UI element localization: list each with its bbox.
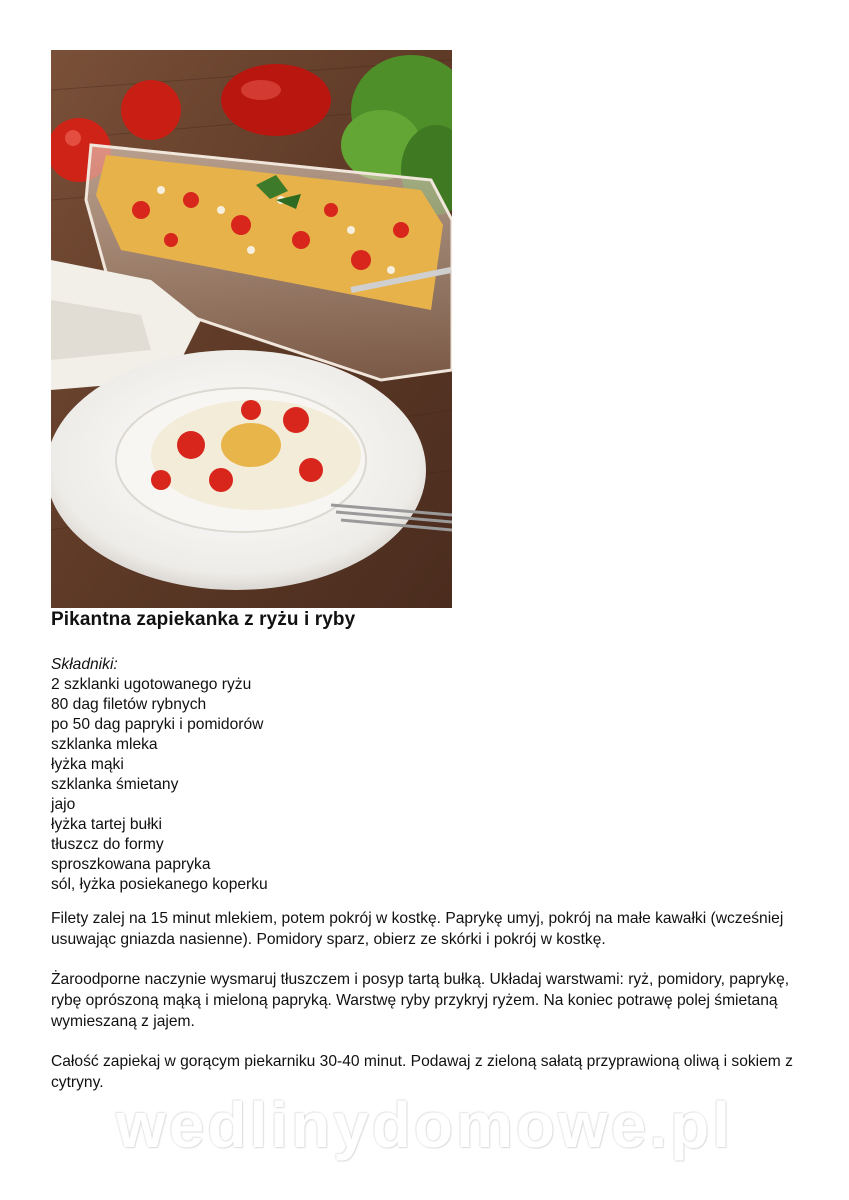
ingredient-item: sól, łyżka posiekanego koperku <box>51 876 268 893</box>
ingredient-item: szklanka mleka <box>51 736 158 753</box>
step-paragraph: Całość zapiekaj w gorącym piekarniku 30-40 minut. Podawaj z zieloną sałatą przyprawioną oliwą i sokiem z cytryny. <box>51 1053 793 1091</box>
ingredient-item: po 50 dag papryki i pomidorów <box>51 716 264 733</box>
ingredients-heading: Składniki: <box>51 656 118 673</box>
step-paragraph: Żaroodporne naczynie wysmaruj tłuszczem i posyp tartą bułką. Układaj warstwami: ryż, pomidory, paprykę, rybę oprószoną mąką i mieloną papryką. Warstwę ryby przykryj ryżem. Na koniec potrawę polej śmietaną wymieszaną z jajem. <box>51 971 790 1030</box>
ingredient-item: łyżka mąki <box>51 756 124 773</box>
site-watermark: wedlinydomowe.pl <box>116 1089 733 1161</box>
ingredients-section <box>51 655 268 895</box>
ingredients-list <box>51 675 268 895</box>
ingredient-item: sproszkowana papryka <box>51 856 211 873</box>
ingredient-item: jajo <box>51 796 76 813</box>
casserole-illustration <box>51 50 452 608</box>
ingredient-item: 2 szklanki ugotowanego ryżu <box>51 676 252 693</box>
ingredient-item: 80 dag filetów rybnych <box>51 696 207 713</box>
ingredient-item: tłuszcz do formy <box>51 836 164 853</box>
recipe-title: Pikantna zapiekanka z ryżu i ryby <box>51 609 356 630</box>
ingredient-item: szklanka śmietany <box>51 776 179 793</box>
ingredient-item: łyżka tartej bułki <box>51 816 162 833</box>
step-paragraph: Filety zalej na 15 minut mlekiem, potem pokrój w kostkę. Paprykę umyj, pokrój na małe kawałki (wcześniej usuwając gniazda nasienne). Pomidory sparz, obierz ze skórki i pokrój w kostkę. <box>51 910 784 948</box>
preparation-steps <box>51 908 821 1112</box>
recipe-photo <box>51 50 452 608</box>
